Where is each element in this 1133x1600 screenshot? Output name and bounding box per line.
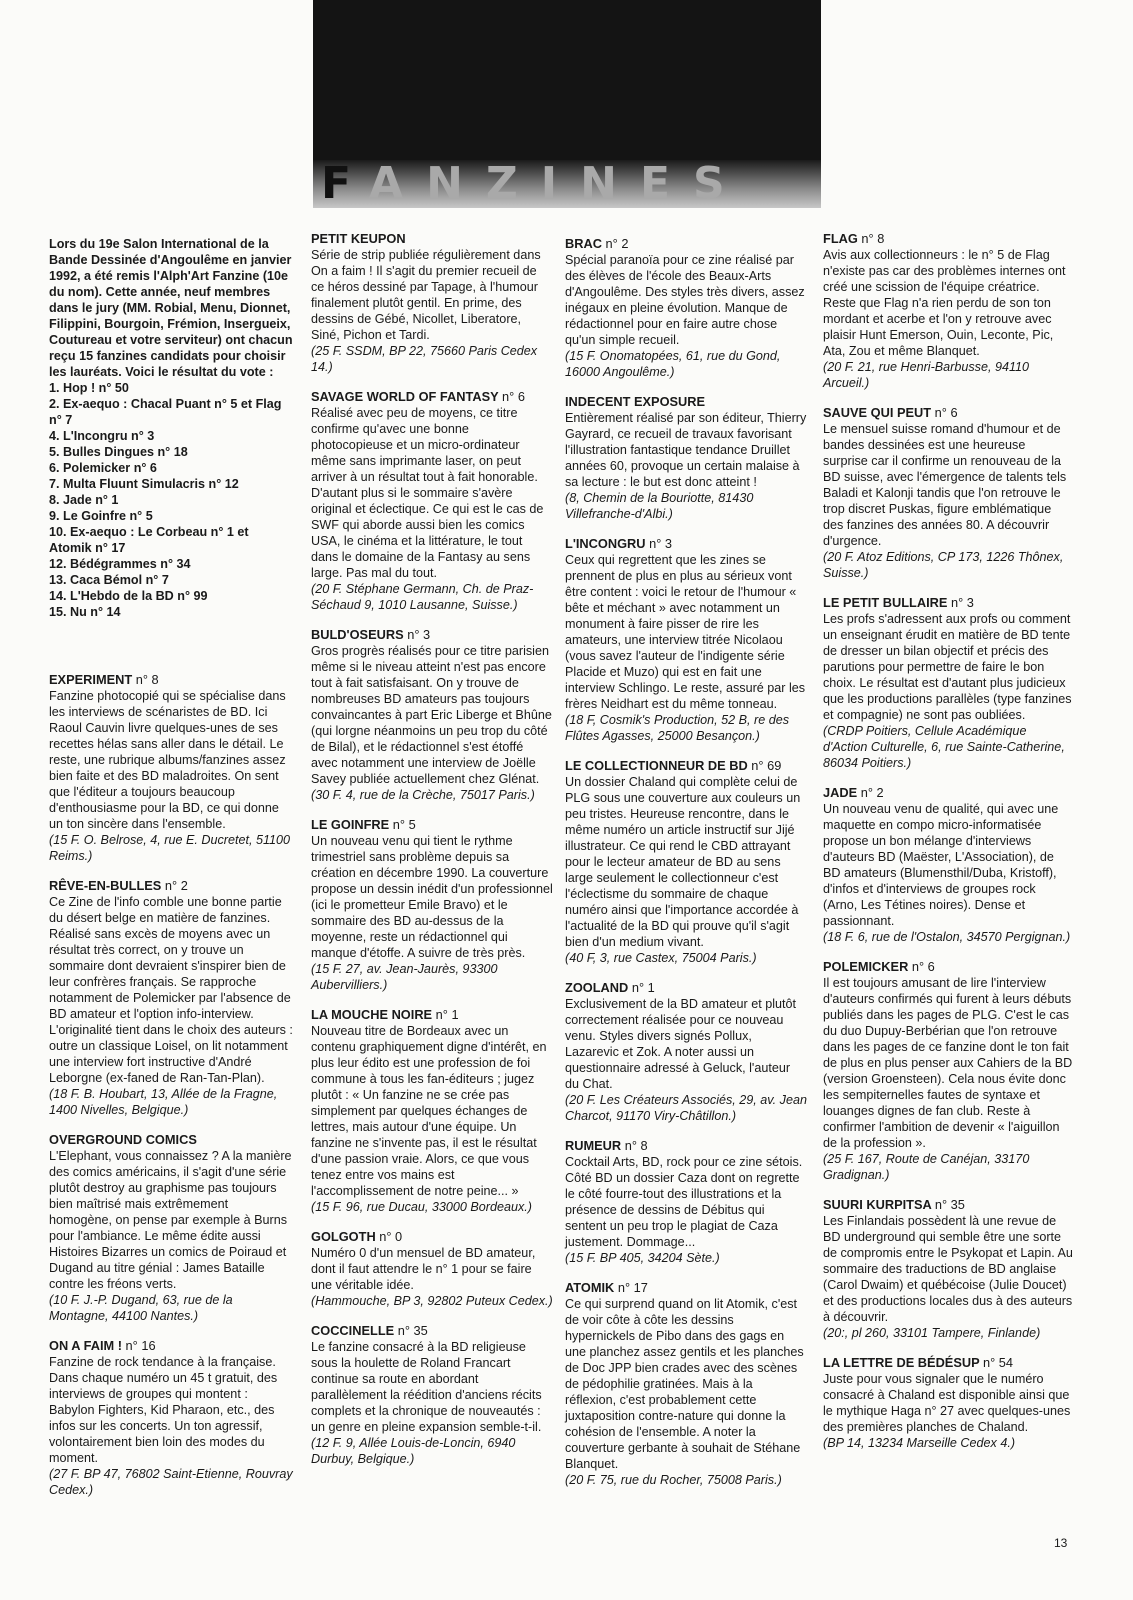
entry-title (49, 878, 294, 894)
review-entry (823, 405, 1073, 581)
ranking-item: 13. Caca Bémol n° 7 (49, 573, 169, 587)
review-entry (311, 1323, 553, 1467)
entry-body: Fanzine photocopié qui se spécialise dans les interviews de scénaristes de BD. Ici Raoul Cauvin livre quelques-unes de ses recettes hélas sans aller dans le détail. Le reste, une rubrique albums/fanzines assez bien faite et des BD maladroites. On sent que l'éditeur a toujours beaucoup d'enthousiasme pour la BD, ce qui donne un ton sincère dans l'ensemble. (49, 689, 286, 831)
review-entry (823, 959, 1073, 1183)
entry-issue-number: n° 8 (135, 672, 159, 687)
entry-body: Cocktail Arts, BD, rock pour ce zine sétois. Côté BD un dossier Caza dont on regrette le côté fourre-tout des illustrations et la présence de dessins de Débitus qui sentent un peu trop le plagiat de Caza justement. Dommage... (565, 1155, 803, 1249)
entry-address: (15 F. BP 405, 34204 Sète.) (565, 1251, 720, 1265)
page-title (321, 158, 748, 208)
entry-name: SUURI KURPITSA (823, 1197, 932, 1212)
ranking-item: 9. Le Goinfre n° 5 (49, 509, 153, 523)
entry-title (565, 758, 807, 774)
entry-title (565, 536, 807, 552)
column-3 (565, 236, 807, 1502)
entry-name: OVERGROUND COMICS (49, 1132, 197, 1147)
ranking-item: 5. Bulles Dingues n° 18 (49, 445, 188, 459)
entry-address: (20:, pl 260, 33101 Tampere, Finlande) (823, 1326, 1041, 1340)
entry-title (49, 672, 294, 688)
entry-address: (CRDP Poitiers, Cellule Académique d'Action Culturelle, 6, rue Sainte-Catherine, 86034 Poitiers.) (823, 724, 1065, 770)
entry-body: Ce Zine de l'info comble une bonne partie du désert belge en matière de fanzines. Réalisé sans excès de moyens avec un résultat très correct, on y trouve un sommaire dont devraient s'inspirer bien de leur confrères français. Se rapproche notamment de Polemicker par l'absence de BD amateur et l'option info-interview. L'originalité tient dans le choix des auteurs : outre un classique Loisel, on lit notamment une interview fort instructive d'André Leborgne (ex-faned de Ran-Tan-Plan). (49, 895, 293, 1085)
entry-body: Juste pour vous signaler que le numéro consacré à Chaland est disponible ainsi que le mythique Haga n° 27 avec quelques-unes des premières planches de Chaland. (823, 1372, 1071, 1434)
entry-issue-number: n° 8 (861, 231, 885, 246)
entry-body: Un nouveau venu de qualité, qui avec une maquette en compo micro-informatisée propose un bon mélange d'interviews d'auteurs BD (Maëster, L'Association), de BD amateurs (Blumensthil/Duba, Kristoff), d'infos et d'interviews de groupes rock (Arno, Les Tétines noires). Dense et passionnant. (823, 802, 1059, 928)
ranking-item: 4. L'Incongru n° 3 (49, 429, 155, 443)
entry-title (823, 231, 1073, 247)
entry-address: (20 F. Atoz Editions, CP 173, 1226 Thônex, Suisse.) (823, 550, 1064, 580)
entry-name: INDECENT EXPOSURE (565, 394, 706, 409)
entry-address: (27 F. BP 47, 76802 Saint-Etienne, Rouvray Cedex.) (49, 1467, 293, 1497)
entry-body: Les profs s'adressent aux profs ou comment un enseignant érudit en matière de BD tente de dresser un bilan objectif et précis des parutions pour permettre de faire le bon choix. Le résultat est d'autant plus judicieux que les productions parallèles (type fanzines et compagnie) ne sont pas oubliées. (823, 612, 1072, 722)
entry-body: Nouveau titre de Bordeaux avec un contenu graphiquement digne d'intérêt, en plus leur édito est une profession de foi commune à tous les fan-éditeurs ; jugez plutôt : « Un fanzine ne se crée pas simplement par quelques échanges de lettres, mais autour d'une équipe. Un fanzine ne s'invente pas, il est le résultat d'une passion vraie. Alors, ce que vous tenez entre vos mains est l'accomplissement de notre peine... » (311, 1024, 547, 1198)
entry-title (565, 1280, 807, 1296)
entry-name: RUMEUR (565, 1138, 622, 1153)
title-rest: ANZINES (369, 158, 748, 208)
entry-body: Avis aux collectionneurs : le n° 5 de Flag n'existe pas car des problèmes internes ont créé une scission de l'équipe créatrice. Reste que Flag n'a rien perdu de son ton mordant et acerbe et l'on y retrouve avec plaisir Hunt Emerson, Ouin, Leconte, Pic, Ata, Zou et même Blanquet. (823, 248, 1066, 358)
review-entry (565, 536, 807, 744)
review-entry (565, 758, 807, 966)
entry-title (311, 817, 553, 833)
entry-issue-number: n° 5 (392, 817, 416, 832)
review-entry (565, 1138, 807, 1266)
entry-issue-number: n° 1 (631, 980, 655, 995)
ranking-item: 7. Multa Fluunt Simulacris n° 12 (49, 477, 239, 491)
entry-name: SAUVE QUI PEUT (823, 405, 932, 420)
entry-title (823, 785, 1073, 801)
entry-issue-number: n° 16 (125, 1338, 156, 1353)
entry-name: RÊVE-EN-BULLES (49, 878, 162, 893)
entry-body: Gros progrès réalisés pour ce titre parisien même si le niveau atteint n'est pas encore tout à fait satisfaisant. On y trouve de nombreuses BD amateurs pas toujours convaincantes à part Eric Liberge et Bhûne (qui lorgne néanmoins un peu trop du côté de Bilal), et le rédactionnel s'est étoffé avec notamment une interview de Joëlle Savey publiée actuellement chez Glénat. (311, 644, 552, 786)
intro (49, 236, 294, 620)
review-entry (311, 627, 553, 803)
ranking-item: 12. Bédégrammes n° 34 (49, 557, 191, 571)
entry-address: (12 F. 9, Allée Louis-de-Loncin, 6940 Durbuy, Belgique.) (311, 1436, 516, 1466)
entry-title (565, 394, 807, 410)
entry-address: (25 F. SSDM, BP 22, 75660 Paris Cedex 14.) (311, 344, 538, 374)
title-first-letter: F (321, 158, 370, 208)
entry-address: (15 F. O. Belrose, 4, rue E. Ducretet, 51100 Reims.) (49, 833, 291, 863)
entry-address: (20 F. Stéphane Germann, Ch. de Praz-Séchaud 9, 1010 Lausanne, Suisse.) (311, 582, 534, 612)
entry-body: Un dossier Chaland qui complète celui de PLG sous une couverture aux couleurs un peu tristes. Heureuse rencontre, dans le même numéro un article instructif sur Jijé illustrateur. Ce qui rend le CBD attrayant pour le lecteur amateur de BD au sens large seulement le collectionneur c'est l'éclectisme du sommaire de chaque numéro ainsi que l'importance accordée à l'actualité de la BD qui prouve qu'il s'agit bien d'un medium vivant. (565, 775, 801, 949)
entry-body: Réalisé avec peu de moyens, ce titre confirme qu'avec une bonne photocopieuse et un micro-ordinateur même sans imprimante laser, on peut arriver à un résultat tout à fait honorable. D'autant plus si le sommaire s'avère original et éclectique. Ce qui est le cas de SWF qui aborde aussi bien les comics USA, le cinéma et la littérature, le tout dans le domaine de la Fantasy au sens large. Pas mal du tout. (311, 406, 544, 580)
entry-title (49, 1132, 294, 1148)
entry-body: Ceux qui regrettent que les zines se prennent de plus en plus au sérieux vont être content : voici le retour de l'humour « bête et méchant » avec notamment un monument à faire pisser de rire les amateurs, une interview titrée Nicolaou (vous savez l'auteur de l'indigente série Placide et Muzo) qui est en fait une interview Schlingo. Le reste, assuré par les frères Neidhart est du même tonneau. (565, 553, 806, 711)
entry-issue-number: n° 3 (407, 627, 431, 642)
title-banner (313, 0, 821, 208)
column-1 (49, 236, 294, 1512)
entry-issue-number: n° 3 (950, 595, 974, 610)
review-entry (311, 817, 553, 993)
ranking-item: 2. Ex-aequo : Chacal Puant n° 5 et Flag n° 7 (49, 397, 282, 427)
entry-name: JADE (823, 785, 858, 800)
review-entry (565, 394, 807, 522)
entry-name: SAVAGE WORLD OF FANTASY (311, 389, 499, 404)
entry-issue-number: n° 35 (934, 1197, 965, 1212)
review-entry (49, 672, 294, 864)
entry-issue-number: n° 0 (379, 1229, 403, 1244)
review-entry (311, 231, 553, 375)
entry-name: LE PETIT BULLAIRE (823, 595, 948, 610)
column-4 (823, 231, 1073, 1465)
entry-address: (15 F. 27, av. Jean-Jaurès, 93300 Aubervilliers.) (311, 962, 498, 992)
review-entry (565, 1280, 807, 1488)
entry-name: GOLGOTH (311, 1229, 376, 1244)
entry-address: (20 F. 75, rue du Rocher, 75008 Paris.) (565, 1473, 782, 1487)
entry-name: LE GOINFRE (311, 817, 390, 832)
entry-body: L'Elephant, vous connaissez ? A la manière des comics américains, il s'agit d'une série plutôt destroy au graphisme pas toujours bien maîtrisé mais extrêmement homogène, on pense par exemple à Burns pour l'ambiance. Le même édite aussi Histoires Bizarres un comics de Poiraud et Dugand au titre génial : James Bataille contre les fréons verts. (49, 1149, 292, 1291)
entry-name: ATOMIK (565, 1280, 615, 1295)
entry-address: (30 F. 4, rue de la Crèche, 75017 Paris.) (311, 788, 535, 802)
review-entry (565, 980, 807, 1124)
entry-title (823, 595, 1073, 611)
entry-address: (18 F. 6, rue de l'Ostalon, 34570 Pergignan.) (823, 930, 1071, 944)
entry-body: Numéro 0 d'un mensuel de BD amateur, dont il faut attendre le n° 1 pour se faire une véritable idée. (311, 1246, 536, 1292)
entry-body: Exclusivement de la BD amateur et plutôt correctement réalisée pour ce nouveau venu. Styles divers signés Pollux, Lazarevic et Zok. A noter aussi un questionnaire adressé à Geluck, l'auteur du Chat. (565, 997, 796, 1091)
entry-body: Fanzine de rock tendance à la française. Dans chaque numéro un 45 t gratuit, des interviews de groupes qui montent : Babylon Fighters, Kid Pharaon, etc., des infos sur les concerts. Un ton agressif, volontairement bien loin des modes du moment. (49, 1355, 278, 1465)
review-entry (49, 878, 294, 1118)
entry-body: Un nouveau venu qui tient le rythme trimestriel sans problème depuis sa création en décembre 1990. La couverture propose un dessin inédit d'un professionnel (ici le prometteur Emile Bravo) et le sommaire des BD au-dessus de la moyenne, reste un rédactionnel qui manque d'étoffe. A suivre de très près. (311, 834, 553, 960)
entry-address: (25 F. 167, Route de Canéjan, 33170 Gradignan.) (823, 1152, 1030, 1182)
review-entry (49, 1132, 294, 1324)
ranking-list (49, 380, 294, 620)
entry-name: BRAC (565, 236, 602, 251)
entry-issue-number: n° 2 (605, 236, 629, 251)
column-1-entries (49, 672, 294, 1498)
entry-title (565, 236, 807, 252)
entry-name: L'INCONGRU (565, 536, 646, 551)
ranking-item: 15. Nu n° 14 (49, 605, 121, 619)
entry-issue-number: n° 6 (502, 389, 525, 404)
entry-title (311, 231, 553, 247)
entry-issue-number: n° 2 (860, 785, 884, 800)
entry-issue-number: n° 8 (624, 1138, 648, 1153)
column-2 (311, 231, 553, 1481)
review-entry (823, 1355, 1073, 1451)
entry-issue-number: n° 3 (649, 536, 673, 551)
entry-name: BULD'OSEURS (311, 627, 404, 642)
review-entry (311, 1229, 553, 1309)
entry-title (823, 405, 1073, 421)
entry-title (311, 1229, 553, 1245)
entry-address: (15 F. Onomatopées, 61, rue du Gond, 16000 Angoulême.) (565, 349, 781, 379)
entry-address: (15 F. 96, rue Ducau, 33000 Bordeaux.) (311, 1200, 532, 1214)
entry-title (823, 959, 1073, 975)
entry-address: (18 F. B. Houbart, 13, Allée de la Fragne, 1400 Nivelles, Belgique.) (49, 1087, 278, 1117)
entry-name: COCCINELLE (311, 1323, 395, 1338)
entry-name: POLEMICKER (823, 959, 909, 974)
entry-address: (BP 14, 13234 Marseille Cedex 4.) (823, 1436, 1016, 1450)
entry-title (823, 1355, 1073, 1371)
entry-issue-number: n° 69 (751, 758, 782, 773)
entry-address: (20 F. Les Créateurs Associés, 29, av. Jean Charcot, 91170 Viry-Châtillon.) (565, 1093, 807, 1123)
review-entry (311, 389, 553, 613)
entry-body: Série de strip publiée régulièrement dans On a faim ! Il s'agit du premier recueil de ce héros dessiné par Tapage, à l'humour finalement plutôt gentil. En prime, des dessins de Gébé, Nicollet, Liberatore, Siné, Pichon et Tardi. (311, 248, 541, 342)
intro-text: Lors du 19e Salon International de la Bande Dessinée d'Angoulême en janvier 1992, a été remis l'Alph'Art Fanzine (10e du nom). Cette année, neuf membres dans le jury (MM. Robial, Menu, Dionnet, Filippini, Bourgoin, Frémion, Insergueix, Coutureau et votre serviteur) ont chacun reçu 15 fanzines candidats pour choisir les lauréats. Voici le résultat du vote : (49, 237, 293, 379)
ranking-item: 14. L'Hebdo de la BD n° 99 (49, 589, 208, 603)
entry-issue-number: n° 6 (934, 405, 958, 420)
entry-title (565, 1138, 807, 1154)
entry-title (311, 627, 553, 643)
entry-issue-number: n° 54 (983, 1355, 1014, 1370)
entry-body: Spécial paranoïa pour ce zine réalisé par des élèves de l'école des Beaux-Arts d'Angoulême. Des styles très divers, assez inégaux en pleine évolution. Manque de rédactionnel pour en faire autre chose qu'un simple recueil. (565, 253, 805, 347)
entry-body: Les Finlandais possèdent là une revue de BD underground qui semble être une sorte de compromis entre le Psykopat et Lapin. Au sommaire des traductions de BD anglaise (Carol Dwaim) et québécoise (Julie Doucet) et des productions locales dus à des auteurs à découvrir. (823, 1214, 1073, 1324)
entry-address: (40 F, 3, rue Castex, 75004 Paris.) (565, 951, 757, 965)
ranking-item: 6. Polemicker n° 6 (49, 461, 157, 475)
review-entry (823, 595, 1073, 771)
review-entry (823, 231, 1073, 391)
entry-title (311, 1007, 553, 1023)
entry-issue-number: n° 1 (435, 1007, 459, 1022)
review-entry (565, 236, 807, 380)
entry-address: (Hammouche, BP 3, 92802 Puteux Cedex.) (311, 1294, 553, 1308)
entry-title (311, 389, 553, 405)
review-entry (49, 1338, 294, 1498)
entry-name: LA MOUCHE NOIRE (311, 1007, 433, 1022)
entry-name: LA LETTRE DE BÉDÉSUP (823, 1355, 980, 1370)
entry-name: ON A FAIM ! (49, 1338, 122, 1353)
entry-address: (10 F. J.-P. Dugand, 63, rue de la Montagne, 44100 Nantes.) (49, 1293, 233, 1323)
entry-issue-number: n° 35 (397, 1323, 428, 1338)
entry-title (823, 1197, 1073, 1213)
entry-issue-number: n° 17 (617, 1280, 648, 1295)
entry-issue-number: n° 6 (911, 959, 935, 974)
entry-body: Entièrement réalisé par son éditeur, Thierry Gayrard, ce recueil de travaux favorisant l'illustration fantastique tendance Druillet années 60, provoque un certain malaise à sa lecture : le but est donc atteint ! (565, 411, 807, 489)
entry-name: LE COLLECTIONNEUR DE BD (565, 758, 748, 773)
entry-title (565, 980, 807, 996)
entry-body: Il est toujours amusant de lire l'interview d'auteurs confirmés qui furent à leurs débuts publiés dans les pages de PLG. C'est le cas du duo Dupuy-Berbérian que l'on retrouve dans les pages de ce fanzine dont le ton fait de plus en plus penser aux Cahiers de la BD (version Groensteen). Cela nous évite donc les sempiternelles fautes de syntaxe et louanges dignes de fan club. Reste à confirmer l'ambition de devenir « l'aiguillon de la profession ». (823, 976, 1073, 1150)
entry-address: (8, Chemin de la Bouriotte, 81430 Villefranche-d'Albi.) (565, 491, 754, 521)
entry-issue-number: n° 2 (164, 878, 188, 893)
entry-name: FLAG (823, 231, 858, 246)
entry-name: PETIT KEUPON (311, 231, 406, 246)
entry-title (311, 1323, 553, 1339)
review-entry (823, 1197, 1073, 1341)
entry-address: (20 F. 21, rue Henri-Barbusse, 94110 Arcueil.) (823, 360, 1030, 390)
ranking-item: 1. Hop ! n° 50 (49, 381, 129, 395)
entry-body: Ce qui surprend quand on lit Atomik, c'est de voir côte à côte les dessins hypernickels de Pibo dans des gags en une planchez assez gentils et les planches de Doc JPP bien crades avec des scènes de pédophilie gratinées. Mais à la réflexion, c'est probablement cette juxtaposition contre-nature qui donne la cohésion de l'ensemble. A noter la couverture gerbante à souhait de Stéhane Blanquet. (565, 1297, 804, 1471)
review-entry (311, 1007, 553, 1215)
ranking-item: 10. Ex-aequo : Le Corbeau n° 1 et Atomik n° 17 (49, 525, 249, 555)
entry-body: Le fanzine consacré à la BD religieuse sous la houlette de Roland Francart continue sa route en abordant parallèlement la réédition d'anciens récits complets et la chronique de nouveautés : un genre en pleine expansion semble-t-il. (311, 1340, 542, 1434)
entry-name: ZOOLAND (565, 980, 629, 995)
entry-address: (18 F, Cosmik's Production, 52 B, re des Flûtes Agasses, 25000 Besançon.) (565, 713, 790, 743)
ranking-item: 8. Jade n° 1 (49, 493, 119, 507)
page-number: 13 (1054, 1536, 1068, 1550)
entry-name: EXPERIMENT (49, 672, 133, 687)
entry-title (49, 1338, 294, 1354)
entry-body: Le mensuel suisse romand d'humour et de bandes dessinées est une heureuse surprise car il confirme un renouveau de la BD suisse, avec l'émergence de talents tels Baladi et Kalonji tandis que l'on retrouve le trop discret Puskas, figure emblématique des fanzines des années 80. A découvrir d'urgence. (823, 422, 1067, 548)
review-entry (823, 785, 1073, 945)
